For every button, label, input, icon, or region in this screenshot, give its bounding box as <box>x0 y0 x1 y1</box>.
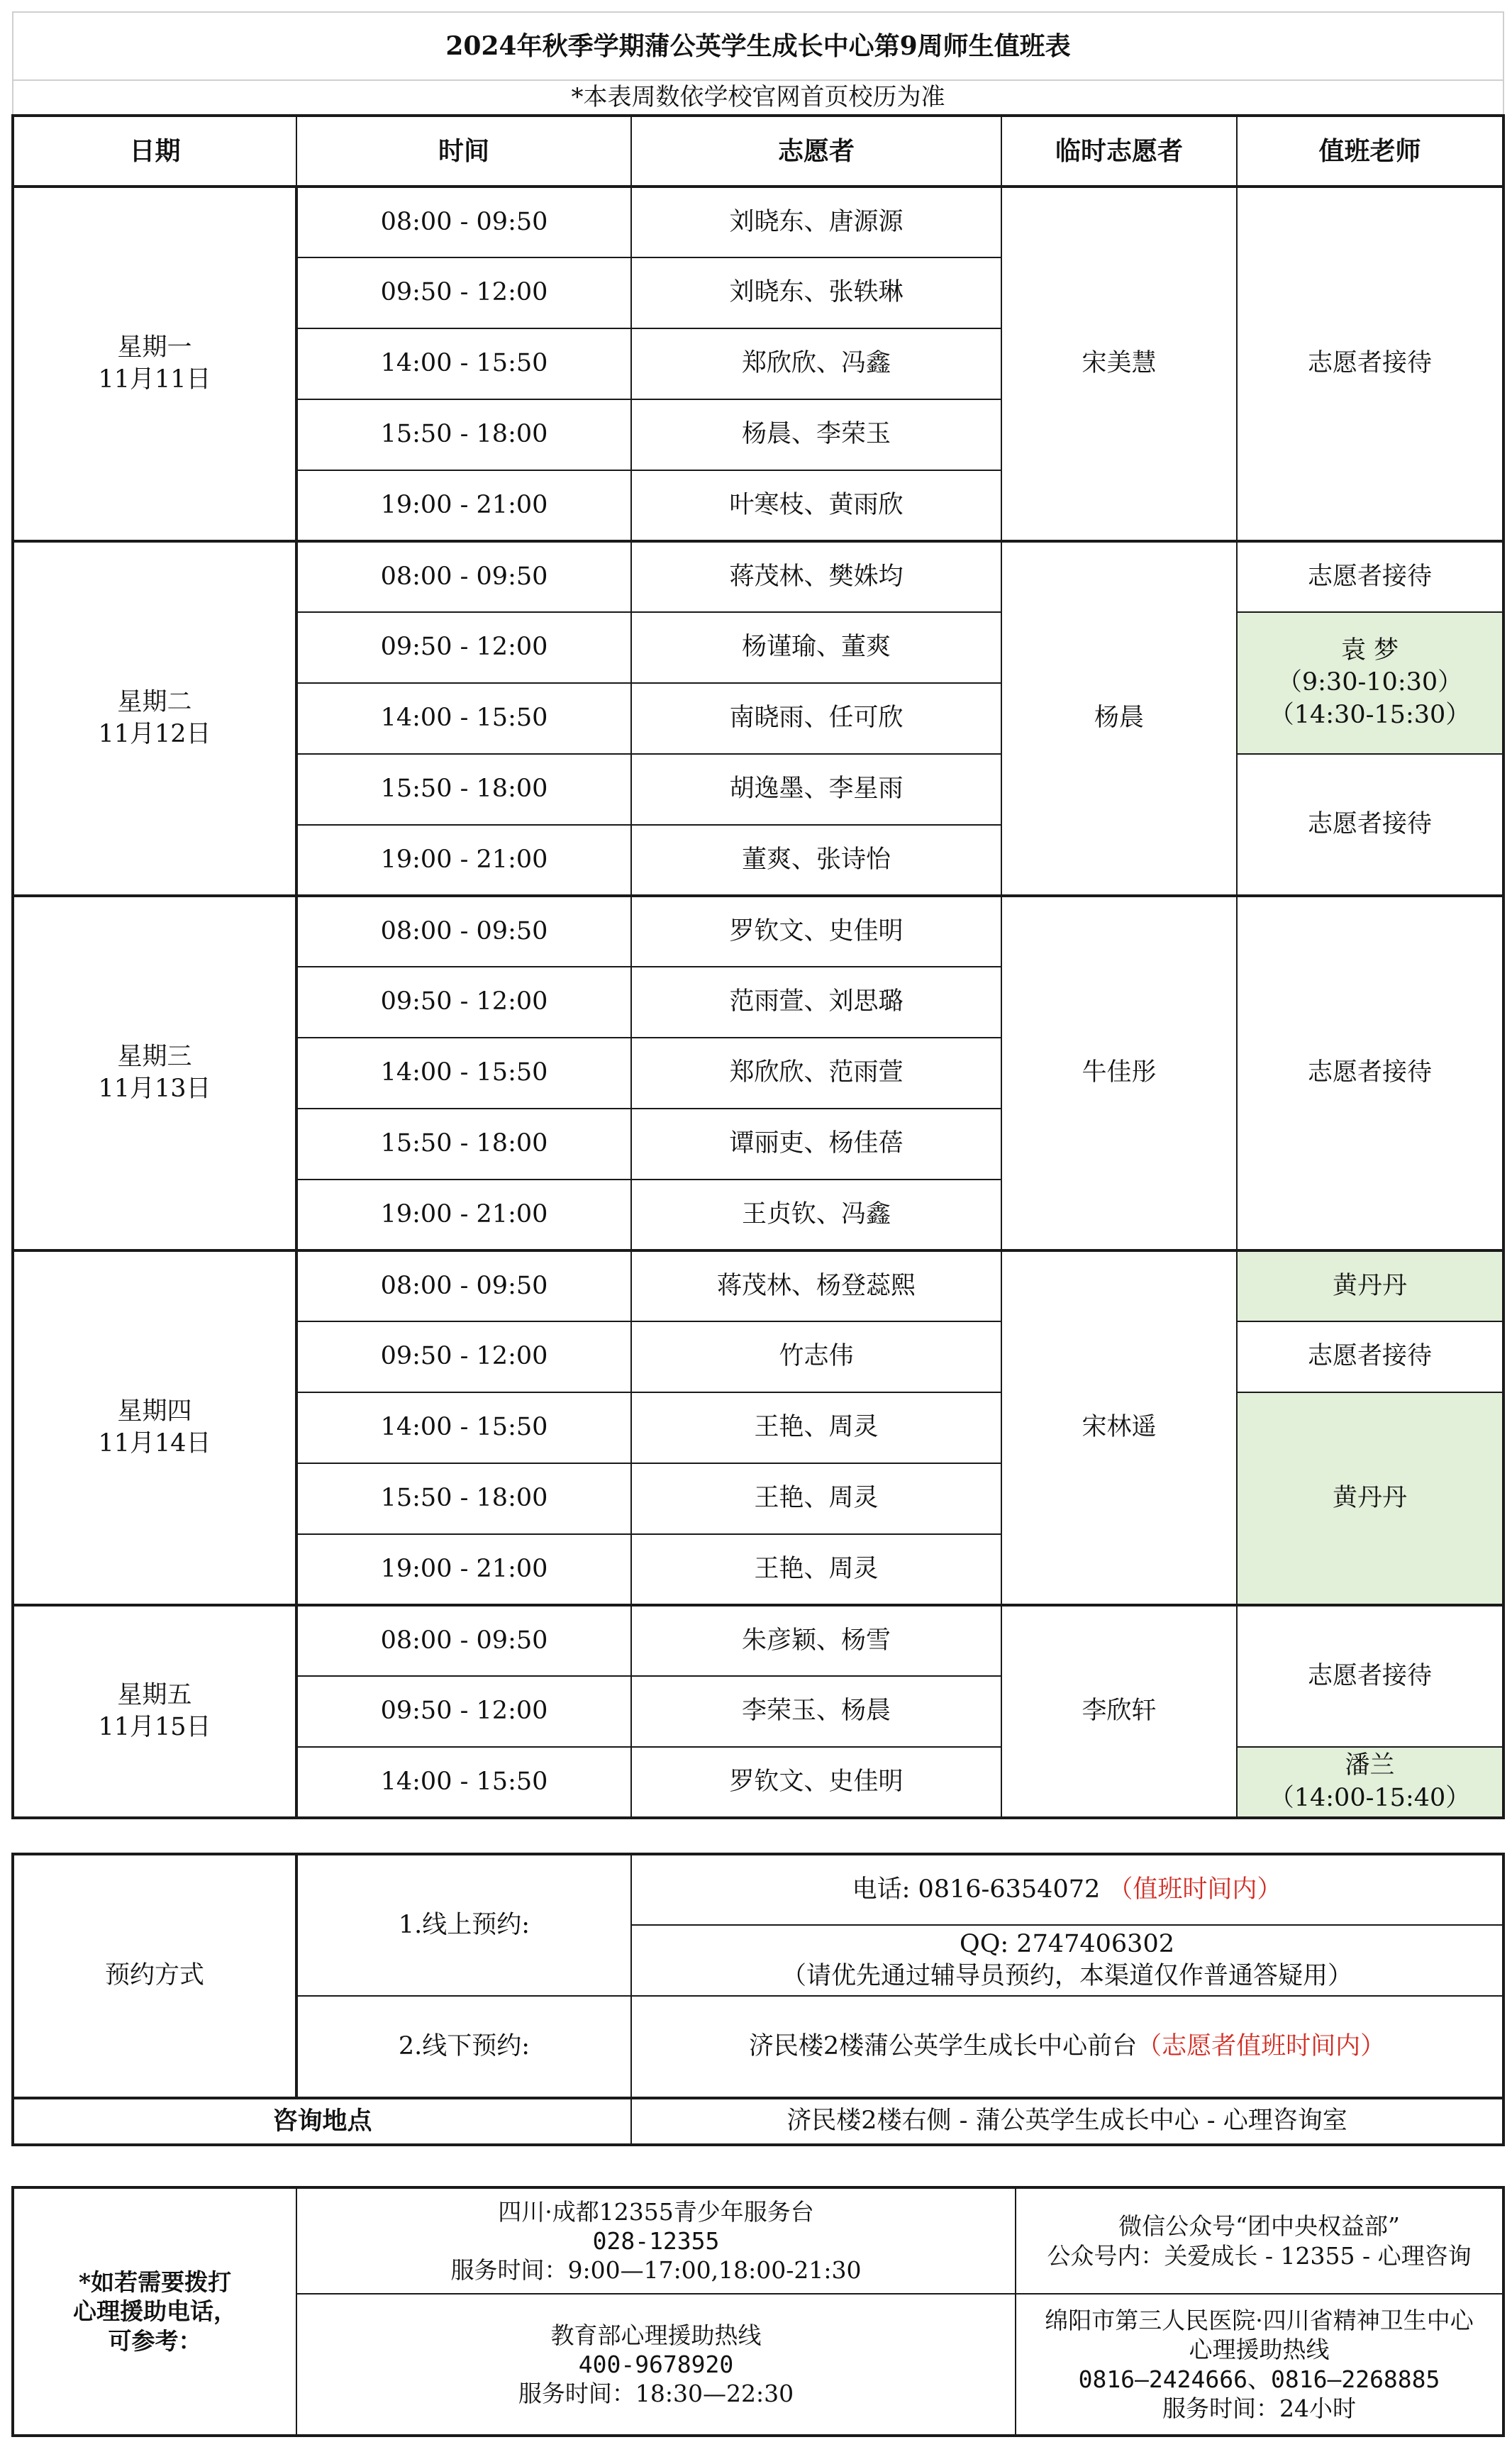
slot-time: 19:00 - 21:00 <box>296 825 631 896</box>
slot-time: 09:50 - 12:00 <box>296 1676 631 1747</box>
teacher-hours: （14:30-15:30） <box>1269 700 1471 729</box>
offline-location: 济民楼2楼蒲公英学生成长中心前台 <box>748 2031 1138 2060</box>
slot-time: 08:00 - 09:50 <box>296 1605 631 1676</box>
slot-time: 19:00 - 21:00 <box>296 1534 631 1605</box>
calendar-note: *本表周数依学校官网首页校历为准 <box>13 80 1503 116</box>
offline-note: （志愿者值班时间内） <box>1137 2031 1386 2060</box>
hotline-wechat <box>1016 2187 1503 2294</box>
slot-time: 15:50 - 18:00 <box>296 754 631 825</box>
hotline-name: 四川·成都12355青少年服务台 <box>498 2197 814 2226</box>
hotline-name: 教育部心理援助热线 <box>550 2321 762 2349</box>
location-value: 济民楼2楼右侧 - 蒲公英学生成长中心 - 心理咨询室 <box>631 2098 1503 2145</box>
date: 11月14日 <box>98 1429 211 1458</box>
weekday: 星期二 <box>117 687 192 716</box>
slot-volunteers: 王艳、周灵 <box>631 1392 1001 1463</box>
slot-volunteers: 李荣玉、杨晨 <box>631 1676 1001 1747</box>
duty-teacher: 黄丹丹 <box>1237 1250 1503 1321</box>
hotline-label-line: *如若需要拨打 <box>78 2268 232 2297</box>
teacher-name: 袁 梦 <box>1340 636 1399 665</box>
slot-time: 08:00 - 09:50 <box>296 541 631 612</box>
hotline-number: 028-12355 <box>592 2226 720 2255</box>
slot-time: 14:00 - 15:50 <box>296 1392 631 1463</box>
hotline-name: 微信公众号“团中央权益部” <box>1118 2212 1400 2241</box>
hotline-subtitle: 心理援助热线 <box>1189 2336 1330 2364</box>
date: 11月15日 <box>98 1713 211 1741</box>
hotline-hours: 服务时间：18:30—22:30 <box>518 2380 794 2408</box>
temp-volunteer: 牛佳彤 <box>1001 896 1237 1250</box>
header-duty-teacher: 值班老师 <box>1237 116 1503 187</box>
day-cell <box>13 541 296 896</box>
day-cell <box>13 187 296 541</box>
day-cell <box>13 1605 296 1818</box>
hotline-name: 绵阳市第三人民医院·四川省精神卫生中心 <box>1045 2307 1474 2334</box>
slot-time: 15:50 - 18:00 <box>296 1109 631 1180</box>
temp-volunteer: 宋林遥 <box>1001 1250 1237 1605</box>
slot-volunteers: 蒋茂林、杨登蕊熙 <box>631 1250 1001 1321</box>
slot-volunteers: 胡逸墨、李星雨 <box>631 754 1001 825</box>
slot-volunteers: 竹志伟 <box>631 1321 1001 1392</box>
slot-volunteers: 朱彦颖、杨雪 <box>631 1605 1001 1676</box>
weekday: 星期三 <box>117 1042 192 1071</box>
duty-teacher: 黄丹丹 <box>1237 1392 1503 1605</box>
location-label: 咨询地点 <box>13 2098 631 2145</box>
slot-time: 09:50 - 12:00 <box>296 967 631 1038</box>
teacher-name: 潘兰 <box>1345 1751 1395 1780</box>
phone-number: 电话: 0816-6354072 <box>852 1875 1101 1904</box>
slot-volunteers: 叶寒枝、黄雨欣 <box>631 470 1001 541</box>
qq-number: QQ: 2747406302 <box>960 1929 1174 1958</box>
booking-label: 预约方式 <box>13 1854 296 2098</box>
duty-teacher: 志愿者接待 <box>1237 896 1503 1250</box>
slot-volunteers: 范雨萱、刘思璐 <box>631 967 1001 1038</box>
hotline-hours: 服务时间：9:00—17:00,18:00-21:30 <box>450 2256 862 2285</box>
slot-time: 14:00 - 15:50 <box>296 683 631 754</box>
duty-teacher <box>1237 612 1503 754</box>
slot-time: 15:50 - 18:00 <box>296 1463 631 1534</box>
teacher-hours: （14:00-15:40） <box>1269 1783 1471 1812</box>
duty-teacher: 志愿者接待 <box>1237 187 1503 541</box>
duty-schedule-table <box>11 11 1505 1819</box>
hotline-ministry <box>296 2294 1016 2436</box>
slot-volunteers: 罗钦文、史佳明 <box>631 896 1001 967</box>
slot-volunteers: 董爽、张诗怡 <box>631 825 1001 896</box>
header-time: 时间 <box>296 116 631 187</box>
slot-volunteers: 杨谨瑜、董爽 <box>631 612 1001 683</box>
slot-volunteers: 郑欣欣、范雨萱 <box>631 1038 1001 1109</box>
hotline-chengdu <box>296 2187 1016 2294</box>
duty-teacher: 志愿者接待 <box>1237 1321 1503 1392</box>
day-cell <box>13 896 296 1250</box>
offline-booking-label: 2.线下预约: <box>296 1996 631 2098</box>
weekday: 星期五 <box>117 1680 192 1709</box>
hotline-number: 0816—2424666、0816—2268885 <box>1078 2365 1440 2393</box>
slot-time: 14:00 - 15:50 <box>296 328 631 399</box>
slot-time: 19:00 - 21:00 <box>296 470 631 541</box>
duty-teacher: 志愿者接待 <box>1237 541 1503 612</box>
slot-time: 19:00 - 21:00 <box>296 1180 631 1250</box>
slot-volunteers: 刘晓东、唐源源 <box>631 187 1001 257</box>
duty-teacher: 志愿者接待 <box>1237 754 1503 896</box>
slot-volunteers: 蒋茂林、樊姝均 <box>631 541 1001 612</box>
slot-volunteers: 刘晓东、张轶琳 <box>631 257 1001 328</box>
temp-volunteer: 宋美慧 <box>1001 187 1237 541</box>
slot-time: 08:00 - 09:50 <box>296 187 631 257</box>
hotline-label-line: 心理援助电话， <box>73 2297 237 2326</box>
hotline-mianyang <box>1016 2294 1503 2436</box>
phone-note: （值班时间内） <box>1108 1875 1282 1904</box>
booking-offline <box>631 1996 1503 2098</box>
date: 11月12日 <box>98 720 211 748</box>
date: 11月13日 <box>98 1075 211 1103</box>
duty-teacher: 志愿者接待 <box>1237 1605 1503 1747</box>
slot-volunteers: 王艳、周灵 <box>631 1463 1001 1534</box>
slot-time: 09:50 - 12:00 <box>296 257 631 328</box>
slot-volunteers: 郑欣欣、冯鑫 <box>631 328 1001 399</box>
booking-table <box>11 1853 1505 2146</box>
slot-volunteers: 南晓雨、任可欣 <box>631 683 1001 754</box>
date: 11月11日 <box>98 365 211 394</box>
day-cell <box>13 1250 296 1605</box>
slot-time: 08:00 - 09:50 <box>296 896 631 967</box>
weekday: 星期一 <box>117 333 192 362</box>
duty-teacher <box>1237 1747 1503 1818</box>
qq-note: （请优先通过辅导员预约，本渠道仅作普通答疑用） <box>781 1962 1352 1990</box>
page-title: 2024年秋季学期蒲公英学生成长中心第9周师生值班表 <box>13 12 1503 80</box>
slot-volunteers: 王艳、周灵 <box>631 1534 1001 1605</box>
header-temp-volunteer: 临时志愿者 <box>1001 116 1237 187</box>
slot-time: 15:50 - 18:00 <box>296 399 631 470</box>
header-date: 日期 <box>13 116 296 187</box>
weekday: 星期四 <box>117 1397 192 1426</box>
header-volunteers: 志愿者 <box>631 116 1001 187</box>
hotline-label-line: 可参考： <box>108 2326 202 2355</box>
temp-volunteer: 李欣轩 <box>1001 1605 1237 1818</box>
slot-volunteers: 谭丽吏、杨佳蓓 <box>631 1109 1001 1180</box>
teacher-hours: （9:30-10:30） <box>1277 668 1463 697</box>
hotline-hours: 服务时间：24小时 <box>1162 2394 1356 2422</box>
hotline-number: 400-9678920 <box>578 2350 734 2378</box>
slot-time: 09:50 - 12:00 <box>296 612 631 683</box>
slot-volunteers: 罗钦文、史佳明 <box>631 1747 1001 1818</box>
online-booking-label: 1.线上预约: <box>296 1854 631 1996</box>
booking-phone <box>631 1854 1503 1925</box>
slot-volunteers: 杨晨、李荣玉 <box>631 399 1001 470</box>
slot-time: 14:00 - 15:50 <box>296 1747 631 1818</box>
slot-volunteers: 王贞钦、冯鑫 <box>631 1180 1001 1250</box>
booking-qq <box>631 1925 1503 1996</box>
slot-time: 09:50 - 12:00 <box>296 1321 631 1392</box>
hotline-label <box>13 2187 296 2436</box>
hotline-path: 公众号内：关爱成长 - 12355 - 心理咨询 <box>1047 2241 1472 2270</box>
slot-time: 14:00 - 15:50 <box>296 1038 631 1109</box>
hotlines-table <box>11 2186 1505 2437</box>
temp-volunteer: 杨晨 <box>1001 541 1237 896</box>
slot-time: 08:00 - 09:50 <box>296 1250 631 1321</box>
